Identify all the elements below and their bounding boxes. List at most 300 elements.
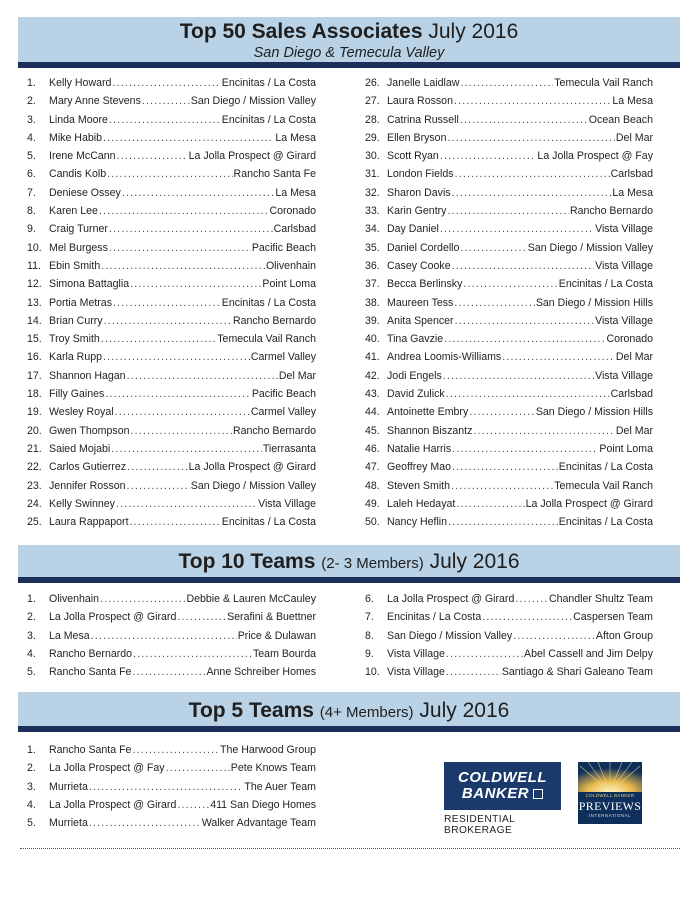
top5-title-bold: Top 5 Teams (188, 699, 314, 722)
list-item-number: 36. (365, 259, 380, 272)
top10-title-bold: Top 10 Teams (178, 550, 316, 573)
list-item (27, 422, 316, 440)
leader-dots (107, 165, 232, 183)
leader-dots (101, 330, 216, 348)
list-item-location: Vista Village (595, 223, 653, 236)
leader-dots (502, 348, 615, 366)
list-item (365, 92, 653, 110)
leader-dots (130, 275, 261, 293)
leader-dots (469, 403, 535, 421)
list-item-number: 10. (27, 241, 42, 254)
list-item-name: Scott Ryan (387, 150, 439, 163)
list-item (27, 778, 316, 796)
list-item (365, 608, 653, 626)
leader-dots (452, 458, 558, 476)
list-item-number: 28. (365, 113, 380, 126)
list-item-location: Anne Schreiber Homes (206, 666, 316, 679)
list-item (27, 645, 316, 663)
list-item-name: Candis Kolb (49, 168, 107, 181)
leader-dots (130, 513, 221, 531)
list-item-number: 50. (365, 516, 380, 529)
list-item-name: Vista Village (387, 647, 445, 660)
leader-dots (130, 422, 231, 440)
list-item-location: Del Mar (278, 369, 316, 382)
leader-dots (101, 257, 265, 275)
coldwell-banker-logo (444, 762, 561, 810)
leader-dots (109, 220, 273, 238)
list-item-name: Linda Moore (49, 113, 108, 126)
list-item (365, 645, 653, 663)
cb-logo-line1: COLDWELL (458, 769, 547, 786)
list-item-number: 49. (365, 497, 380, 510)
list-item-location: Abel Cassell and Jim Delpy (524, 647, 653, 660)
list-item-number: 19. (27, 406, 42, 419)
list-item-number: 17. (27, 369, 42, 382)
list-item-name: Janelle Laidlaw (387, 77, 460, 89)
list-item (27, 92, 316, 110)
list-item-name: Encinitas / La Costa (387, 611, 482, 624)
list-item-name: Rancho Santa Fe (49, 666, 132, 679)
cb-logo-line2 (462, 786, 543, 802)
list-item (27, 741, 316, 759)
list-item-name: Wesley Royal (49, 406, 114, 419)
list-item-number: 6. (27, 168, 36, 181)
list-item-number: 11. (27, 259, 41, 272)
list-item (27, 663, 316, 681)
leader-dots (122, 184, 275, 202)
list-item-name: Rancho Santa Fe (49, 744, 132, 756)
list-item-name: Murrieta (49, 780, 88, 793)
leader-dots (513, 627, 595, 645)
leader-dots (132, 663, 205, 681)
list-item (27, 477, 316, 495)
list-item-location: Pete Knows Team (230, 762, 316, 775)
list-item-number: 3. (27, 780, 36, 793)
list-item-name: Gwen Thompson (49, 424, 130, 437)
leader-dots (89, 778, 243, 796)
leader-dots (117, 147, 188, 165)
list-item (27, 458, 316, 476)
list-item (27, 627, 316, 645)
list-item-name: Mike Habib (49, 131, 102, 144)
list-item-number: 34. (365, 223, 380, 236)
list-item (27, 129, 316, 147)
leader-dots (177, 796, 209, 814)
top50-title-bold: Top 50 Sales Associates (179, 20, 423, 43)
list-item-location: Santiago & Shari Galeano Team (501, 666, 653, 679)
list-item (27, 608, 316, 626)
list-item-location: La Jolla Prospect @ Girard (525, 497, 653, 510)
list-item (365, 330, 653, 348)
leader-dots (448, 513, 558, 531)
list-item (27, 796, 316, 814)
list-item (365, 111, 653, 129)
list-item (365, 385, 653, 403)
list-item-number: 29. (365, 131, 380, 144)
list-item-location: Temecula Vail Ranch (217, 333, 316, 346)
leader-dots (452, 440, 598, 458)
top50-title (18, 19, 680, 45)
top10-title (18, 549, 680, 577)
leader-dots (133, 645, 252, 663)
footer-dotted-rule (20, 848, 680, 849)
pv-logo-main: PREVIEWS (578, 799, 642, 813)
list-item-name: Nancy Heflin (387, 516, 448, 529)
list-item-location: Del Mar (615, 351, 653, 364)
list-item-location: San Diego / Mission Valley (190, 95, 316, 108)
sunburst-icon (578, 762, 642, 792)
list-item-number: 43. (365, 388, 380, 401)
list-item-location: La Mesa (612, 186, 653, 199)
list-item (27, 275, 316, 293)
previews-logo (578, 762, 642, 824)
top10-right-list (365, 590, 653, 681)
list-item-number: 4. (27, 131, 36, 144)
list-item-name: La Jolla Prospect @ Girard (49, 611, 177, 624)
list-item-name: Ellen Bryson (387, 131, 447, 144)
list-item-number: 2. (27, 762, 36, 775)
list-item-name: Craig Turner (49, 223, 108, 236)
list-item-name: Irene McCann (49, 150, 116, 163)
list-item-number: 7. (365, 611, 374, 624)
list-item-number: 48. (365, 479, 380, 492)
top10-title-members: (2- 3 Members) (321, 555, 424, 572)
list-item-number: 24. (27, 497, 42, 510)
list-item-location: Encinitas / La Costa (558, 278, 653, 291)
list-item-name: Daniel Cordello (387, 241, 460, 254)
list-item-name: Deniese Ossey (49, 186, 121, 199)
list-item-location: Walker Advantage Team (201, 817, 316, 830)
leader-dots (100, 590, 185, 608)
top10-title-date: July 2016 (429, 550, 520, 573)
leader-dots (105, 385, 250, 403)
cb-logo-square-icon (533, 789, 543, 799)
list-item-location: Caspersen Team (573, 611, 653, 624)
leader-dots (463, 275, 557, 293)
list-item-name: Day Daniel (387, 223, 439, 236)
list-item-location: The Harwood Group (220, 744, 316, 756)
list-item-location: Vista Village (595, 259, 653, 272)
list-item-location: Rancho Bernardo (569, 205, 653, 218)
list-item-location: Carlsbad (610, 168, 653, 181)
list-item-name: Maureen Tess (387, 296, 454, 309)
list-item-name: Karin Gentry (387, 205, 447, 218)
list-item-name: Casey Cooke (387, 259, 451, 272)
leader-dots (109, 111, 221, 129)
list-item (27, 184, 316, 202)
list-item-number: 16. (27, 351, 42, 364)
list-item (365, 422, 653, 440)
list-item-location: San Diego / Mission Valley (527, 241, 653, 254)
list-item (27, 312, 316, 330)
list-item-name: Mel Burgess (49, 241, 108, 254)
list-item (27, 165, 316, 183)
list-item (27, 759, 316, 777)
list-item-location: La Mesa (275, 186, 316, 199)
leader-dots (454, 294, 534, 312)
list-item (365, 220, 653, 238)
list-item-name: Rancho Bernardo (49, 647, 133, 660)
top5-title-members: (4+ Members) (319, 704, 414, 721)
leader-dots (127, 367, 278, 385)
list-item-location: Chandler Shultz Team (548, 593, 653, 605)
list-item-location: Point Loma (262, 278, 316, 291)
list-item (365, 458, 653, 476)
list-item-name: Shannon Hagan (49, 369, 126, 382)
list-item-number: 4. (27, 798, 36, 811)
leader-dots (454, 92, 611, 110)
list-item-name: Anita Spencer (387, 314, 454, 327)
list-item-number: 33. (365, 205, 380, 218)
list-item-name: Murrieta (49, 817, 88, 830)
top10-left-list (27, 590, 316, 681)
list-item (27, 513, 316, 531)
list-item-number: 38. (365, 296, 380, 309)
list-item (365, 495, 653, 513)
list-item-location: La Mesa (612, 95, 653, 108)
list-item-name: Ebin Smith (49, 259, 101, 272)
list-item (365, 367, 653, 385)
list-item-number: 6. (365, 593, 374, 605)
leader-dots (91, 627, 237, 645)
leader-dots (452, 257, 594, 275)
list-item-location: Rancho Bernardo (232, 314, 316, 327)
list-item (365, 663, 653, 681)
list-item-location: Team Bourda (252, 647, 316, 660)
leader-dots (444, 330, 605, 348)
list-item-number: 1. (27, 744, 36, 756)
list-item (27, 220, 316, 238)
list-item-location: Rancho Santa Fe (233, 168, 316, 181)
list-item-number: 23. (27, 479, 42, 492)
list-item (365, 129, 653, 147)
list-item-number: 21. (27, 442, 42, 455)
leader-dots (99, 202, 269, 220)
leader-dots (446, 645, 523, 663)
list-item (27, 348, 316, 366)
list-item-number: 46. (365, 442, 380, 455)
list-item (27, 403, 316, 421)
list-item-location: Encinitas / La Costa (558, 461, 653, 474)
list-item-location: Coronado (606, 333, 653, 346)
list-item-number: 5. (27, 817, 36, 830)
list-item-location: Encinitas / La Costa (221, 77, 316, 89)
leader-dots (103, 348, 250, 366)
list-item (27, 111, 316, 129)
list-item-number: 2. (27, 611, 36, 624)
leader-dots (452, 184, 612, 202)
list-item-number: 42. (365, 369, 380, 382)
list-item (27, 814, 316, 832)
list-item-location: Debbie & Lauren McCauley (186, 593, 316, 605)
leader-dots (89, 814, 201, 832)
list-item (365, 312, 653, 330)
leader-dots (455, 312, 595, 330)
list-item-number: 9. (27, 223, 36, 236)
list-item-number: 27. (365, 95, 380, 108)
list-item-name: Kelly Swinney (49, 497, 115, 510)
list-item-number: 35. (365, 241, 380, 254)
list-item-name: Vista Village (387, 666, 445, 679)
list-item (365, 403, 653, 421)
leader-dots (447, 202, 568, 220)
list-item (365, 440, 653, 458)
list-item-name: Laleh Hedayat (387, 497, 456, 510)
list-item (27, 495, 316, 513)
list-item (365, 202, 653, 220)
leader-dots (109, 239, 251, 257)
list-item-number: 39. (365, 314, 380, 327)
list-item-location: Encinitas / La Costa (558, 516, 653, 529)
list-item-number: 13. (27, 296, 42, 309)
list-item-location: Pacific Beach (251, 241, 316, 254)
leader-dots (116, 495, 257, 513)
list-item (27, 330, 316, 348)
list-item-location: Vista Village (595, 369, 653, 382)
list-item-number: 8. (27, 205, 36, 218)
list-item-location: 411 San Diego Homes (210, 798, 316, 811)
leader-dots (127, 458, 188, 476)
list-item-location: Encinitas / La Costa (221, 296, 316, 309)
list-item-name: Troy Smith (49, 333, 100, 346)
list-item-name: San Diego / Mission Valley (387, 629, 513, 642)
leader-dots (142, 92, 190, 110)
list-item-number: 30. (365, 150, 380, 163)
list-item-number: 8. (365, 629, 374, 642)
leader-dots (127, 477, 190, 495)
list-item-name: Becca Berlinsky (387, 278, 463, 291)
list-item-number: 10. (365, 666, 380, 679)
list-item-number: 22. (27, 461, 42, 474)
list-item-location: Carlsbad (273, 223, 316, 236)
list-item-location: Del Mar (615, 131, 653, 144)
list-item-number: 7. (27, 186, 36, 199)
list-item-name: La Mesa (49, 629, 90, 642)
leader-dots (177, 608, 226, 626)
top50-right-list (365, 74, 653, 531)
list-item-name: Olivenhain (49, 593, 100, 605)
list-item (27, 257, 316, 275)
list-item (365, 147, 653, 165)
list-item (27, 367, 316, 385)
list-item-location: Temecula Vail Ranch (554, 77, 653, 89)
top5-header (18, 692, 680, 732)
list-item (365, 165, 653, 183)
list-item (365, 294, 653, 312)
list-item-location: Serafini & Buettner (227, 611, 316, 624)
list-item (365, 590, 653, 608)
list-item-name: London Fields (387, 168, 454, 181)
list-item-location: Vista Village (595, 314, 653, 327)
list-item (365, 477, 653, 495)
list-item-location: San Diego / Mission Hills (535, 406, 653, 419)
top50-left-list (27, 74, 316, 531)
list-item-location: La Jolla Prospect @ Girard (188, 461, 316, 474)
list-item-location: Coronado (269, 205, 316, 218)
leader-dots (460, 74, 553, 92)
list-item-name: Andrea Loomis-Williams (387, 351, 502, 364)
list-item-location: Temecula Vail Ranch (554, 479, 653, 492)
leader-dots (103, 129, 274, 147)
leader-dots (112, 74, 220, 92)
top5-title (18, 698, 680, 726)
list-item-name: Geoffrey Mao (387, 461, 451, 474)
list-item-name: La Jolla Prospect @ Fay (49, 762, 165, 775)
cb-logo-banker-text: BANKER (461, 785, 530, 802)
pv-logo-bottom: INTERNATIONAL (588, 813, 632, 818)
list-item-location: La Jolla Prospect @ Fay (537, 150, 653, 163)
list-item-name: Shannon Biszantz (387, 424, 473, 437)
leader-dots (446, 663, 501, 681)
list-item (365, 627, 653, 645)
top50-header (18, 17, 680, 68)
list-item-name: La Jolla Prospect @ Girard (387, 593, 515, 605)
list-item-name: Karen Lee (49, 205, 98, 218)
list-item-name: Catrina Russell (387, 113, 459, 126)
leader-dots (113, 294, 221, 312)
list-item-number: 45. (365, 424, 380, 437)
list-item-location: Carmel Valley (250, 406, 316, 419)
pv-logo-top: COLDWELL BANKER (585, 793, 635, 798)
leader-dots (515, 590, 548, 608)
list-item-number: 12. (27, 278, 42, 291)
list-item-number: 1. (27, 593, 36, 605)
list-item-number: 3. (27, 113, 36, 126)
list-item-number: 41. (365, 351, 380, 364)
leader-dots (460, 239, 526, 257)
list-item (27, 440, 316, 458)
leader-dots (451, 477, 553, 495)
list-item-name: Karla Rupp (49, 351, 102, 364)
list-item-name: Filly Gaines (49, 388, 105, 401)
brokerage-caption: RESIDENTIAL BROKERAGE (444, 814, 515, 836)
list-item-name: Jennifer Rosson (49, 479, 126, 492)
top50-title-date: July 2016 (428, 20, 519, 43)
list-item-name: Laura Rosson (387, 95, 453, 108)
list-item-location: Point Loma (599, 442, 653, 455)
list-item (27, 590, 316, 608)
list-item (365, 348, 653, 366)
list-item (365, 239, 653, 257)
list-item (365, 257, 653, 275)
leader-dots (104, 312, 232, 330)
list-item-name: Carlos Gutierrez (49, 461, 127, 474)
leader-dots (440, 147, 537, 165)
list-item-location: Del Mar (615, 424, 653, 437)
list-item-location: Pacific Beach (251, 388, 316, 401)
top5-title-date: July 2016 (419, 699, 510, 722)
list-item-name: La Jolla Prospect @ Girard (49, 798, 177, 811)
leader-dots (460, 111, 588, 129)
list-item-number: 3. (27, 629, 36, 642)
list-item-location: Ocean Beach (588, 113, 653, 126)
list-item (365, 184, 653, 202)
list-item-location: Carlsbad (610, 388, 653, 401)
list-item (365, 74, 653, 92)
list-item-number: 47. (365, 461, 380, 474)
list-item-number: 5. (27, 666, 36, 679)
list-item-number: 37. (365, 278, 380, 291)
leader-dots (166, 759, 230, 777)
list-item-number: 14. (27, 314, 42, 327)
list-item (365, 275, 653, 293)
leader-dots (482, 608, 572, 626)
list-item-location: La Mesa (275, 131, 316, 144)
list-item-number: 9. (365, 647, 374, 660)
list-item-location: Price & Dulawan (237, 629, 316, 642)
list-item-number: 40. (365, 333, 380, 346)
list-item (365, 513, 653, 531)
